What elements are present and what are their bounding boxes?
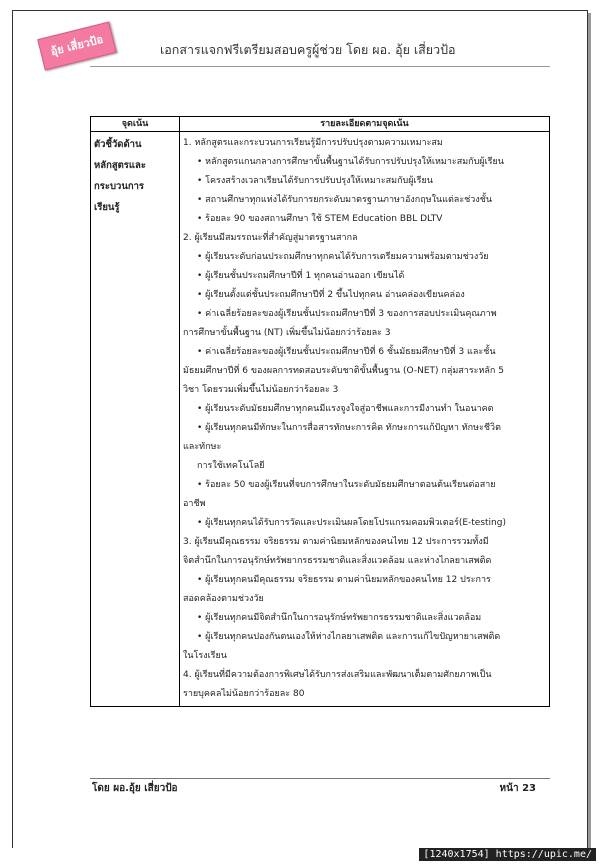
bullet-item: การใช้เทคโนโลยี [197,461,265,471]
header-divider [90,66,550,67]
author-stamp-logo: อุ้ย เสี่ยวป้อ [37,22,117,71]
column-header-details: รายละเอียดตามจุดเน้น [180,117,550,132]
bullet-item: • ค่าเฉลี่ยร้อยละของผู้เรียนชั้นประถมศึกษาปีที่ 6 ชั้นมัธยมศึกษาปีที่ 3 และชั้น [197,347,496,357]
list-item: ในโรงเรียน [183,651,227,661]
focus-label-line: กระบวนการ [94,181,145,192]
bullet-item: • ผู้เรียนระดับก่อนประถมศึกษาทุกคนได้รับการเตรียมความพร้อมตามช่วงวัย [197,252,489,262]
bullet-item: • ผู้เรียนทุกคนมีจิตสำนึกในการอนุรักษ์ทรัพยากรธรรมชาติและสิ่งแวดล้อม [197,613,482,623]
list-item: การศึกษาขั้นพื้นฐาน (NT) เพิ่มขึ้นไม่น้อยกว่าร้อยละ 3 [183,328,391,338]
image-watermark: [1240x1754] https://upic.me/ [419,848,596,861]
table-header-row [91,117,550,132]
page-number: หน้า 23 [499,783,536,794]
list-item: สอดคล้องตามช่วงวัย [183,594,264,604]
bullet-item: • ค่าเฉลี่ยร้อยละของผู้เรียนชั้นประถมศึกษาปีที่ 3 ของการสอบประเมินคุณภาพ [197,309,497,319]
details-list [183,134,546,704]
bullet-item: • ผู้เรียนตั้งแต่ชั้นประถมศึกษาปีที่ 2 ขึ้นไปทุกคน อ่านคล่องเขียนคล่อง [197,290,465,300]
list-item: มัธยมศึกษาปีที่ 6 ของผลการทดสอบระดับชาติขั้นพื้นฐาน (O-NET) กลุ่มสาระหลัก 5 [183,366,504,376]
bullet-item: • หลักสูตรแกนกลางการศึกษาขั้นพื้นฐานได้รับการปรับปรุงให้เหมาะสมกับผู้เรียน [197,157,504,167]
focus-label [94,134,176,218]
list-item: จิตสำนึกในการอนุรักษ์ทรัพยากรธรรมชาติและสิ่งแวดล้อม และห่างไกลยาเสพติด [183,556,492,566]
focus-label-line: หลักสูตรและ [94,160,146,171]
bullet-item: • โครงสร้างเวลาเรียนได้รับการปรับปรุงให้เหมาะสมกับผู้เรียน [197,176,433,186]
bullet-item: • ร้อยละ 90 ของสถานศึกษา ใช้ STEM Education BBL DLTV [197,214,443,224]
focus-label-line: เรียนรู้ [94,202,120,213]
list-item: รายบุคคลไม่น้อยกว่าร้อยละ 80 [183,689,305,699]
focus-label-line: ตัวชี้วัดด้าน [94,139,142,150]
list-item: 3. ผู้เรียนมีคุณธรรม จริยธรรม ตามค่านิยมหลักของคนไทย 12 ประการรวมทั้งมี [183,537,489,547]
list-item: 2. ผู้เรียนมีสมรรถนะที่สำคัญสู่มาตรฐานสากล [183,233,358,243]
footer-author: โดย ผอ.อุ้ย เสี่ยวป้อ [92,783,178,794]
column-header-focus: จุดเน้น [91,117,180,132]
page-header-title: เอกสารแจกฟรีเตรียมสอบครูผู้ช่วย โดย ผอ. อุ้ย เสี่ยวป้อ [160,42,456,57]
bullet-item: • ผู้เรียนระดับมัธยมศึกษาทุกคนมีแรงจูงใจสู่อาชีพและการมีงานทำ ในอนาคต [197,404,494,414]
bullet-item: • สถานศึกษาทุกแห่งได้รับการยกระดับมาตรฐานภาษาอังกฤษในแต่ละช่วงชั้น [197,195,492,205]
list-item: วิชา โดยรวมเพิ่มขึ้นไม่น้อยกว่าร้อยละ 3 [183,385,339,395]
focus-cell [91,132,180,707]
footer-divider [90,778,550,779]
list-item: อาชีพ [183,499,206,509]
bullet-item: • ผู้เรียนชั้นประถมศึกษาปีที่ 1 ทุกคนอ่านออก เขียนได้ [197,271,405,281]
list-item: 1. หลักสูตรและกระบวนการเรียนรู้มีการปรับปรุงตามความเหมาะสม [183,138,443,148]
focus-details-table [90,116,550,707]
details-cell [180,132,550,707]
table-row [91,132,550,707]
bullet-item: • ร้อยละ 50 ของผู้เรียนที่จบการศึกษาในระดับมัธยมศึกษาตอนต้นเรียนต่อสาย [197,480,496,490]
bullet-item: • ผู้เรียนทุกคนได้รับการวัดและประเมินผลโดยโปรแกรมคอมพิวเตอร์(E-testing) [197,518,506,528]
bullet-item: • ผู้เรียนทุกคนปองกันตนเองให้ห่างไกลยาเสพติด และการแก้ไขปัญหายาเสพติด [197,632,501,642]
list-item: 4. ผู้เรียนที่มีความต้องการพิเศษได้รับการส่งเสริมและพัฒนาเต็มตามศักยภาพเป็น [183,670,492,680]
bullet-item: • ผู้เรียนทุกคนมีคุณธรรม จริยธรรม ตามค่านิยมหลักของคนไทย 12 ประการ [197,575,491,585]
bullet-item: • ผู้เรียนทุกคนมีทักษะในการสื่อสารทักษะการคิด ทักษะการแก้ปัญหา ทักษะชีวิต [197,423,501,433]
list-item: และทักษะ [183,442,222,452]
